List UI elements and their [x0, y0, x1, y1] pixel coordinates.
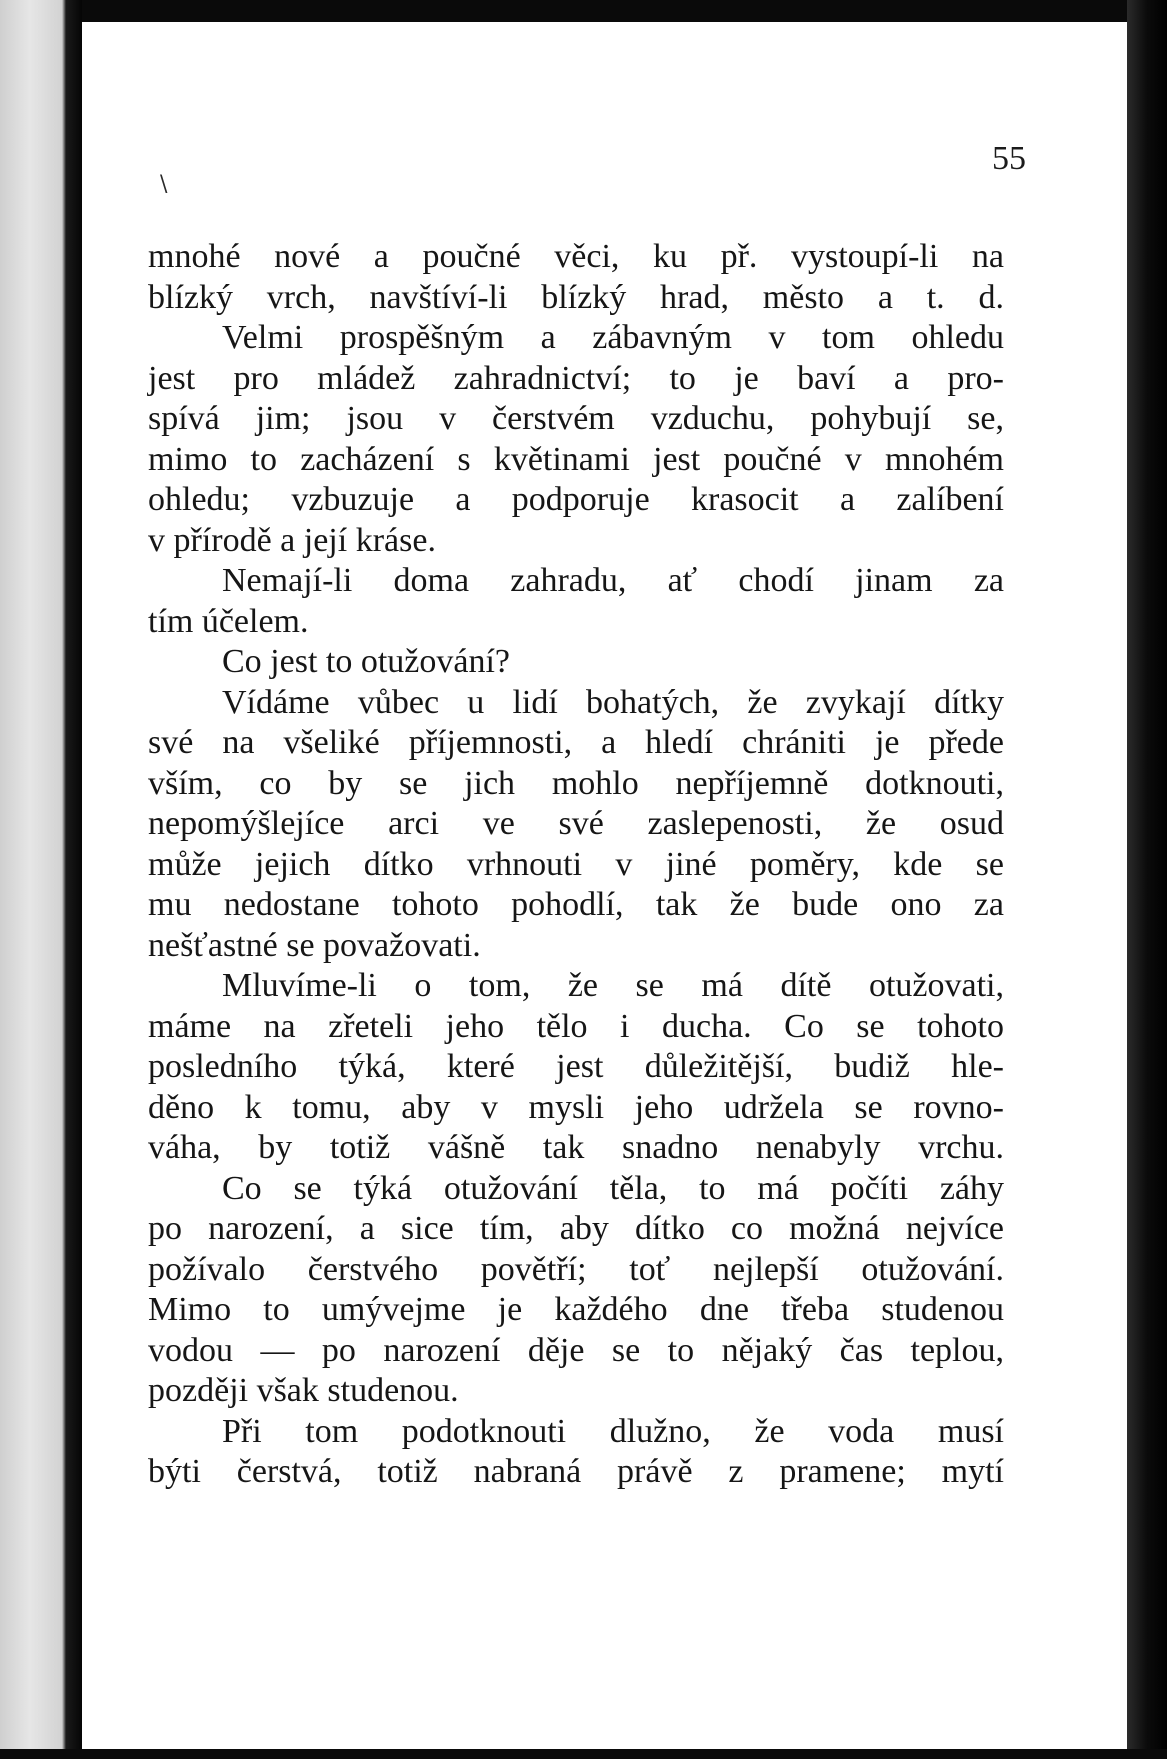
text-line: Co se týká otužování těla, to má počíti záhy [222, 1169, 1004, 1207]
text-line: Mimo to umývejme je každého dne třeba studenou [148, 1291, 1004, 1328]
text-line: posledního týká, které jest důležitější, budiž hle- [148, 1048, 1004, 1085]
text-line: později však studenou. [148, 1372, 459, 1409]
text-line: váha, by totiž vášně tak snadno nenabyly vrchu. [148, 1129, 1004, 1166]
text-line: nepomýšlejíce arci ve své zaslepenosti, že osud [148, 805, 1004, 842]
text-line: v přírodě a její kráse. [148, 521, 436, 559]
scan-border-left [0, 0, 82, 1759]
text-line: nešťastné se považovati. [148, 926, 481, 964]
text-line: mimo to zacházení s květinami jest poučné v mnohém [148, 440, 1004, 478]
text-line: Vídáme vůbec u lidí bohatých, že zvykají dítky [222, 683, 1004, 721]
text-line: vodou — po narození děje se to nějaký čas teplou, [148, 1331, 1004, 1369]
text-line: mnohé nové a poučné věci, ku př. vystoupí-li na [148, 238, 1004, 275]
text-line: máme na zřeteli jeho tělo i ducha. Co se tohoto [148, 1007, 1004, 1045]
text-line: může jejich dítko vrhnouti v jiné poměry, kde se [148, 845, 1004, 883]
body-text [148, 237, 1004, 1493]
book-page [82, 22, 1127, 1749]
scan-border-top [0, 0, 1167, 22]
text-line: spívá jim; jsou v čerstvém vzduchu, pohybují se, [148, 400, 1004, 437]
page-number: 55 [992, 140, 1026, 177]
scan-border-bottom [0, 1749, 1167, 1759]
text-line: děno k tomu, aby v mysli jeho udržela se rovno- [148, 1088, 1004, 1126]
text-line: tím účelem. [148, 602, 309, 640]
text-line: Velmi prospěšným a zábavným v tom ohledu [222, 319, 1004, 356]
text-line: mu nedostane tohoto pohodlí, tak že bude ono za [148, 886, 1004, 923]
text-line: býti čerstvá, totiž nabraná právě z pramene; mytí [148, 1453, 1004, 1490]
text-line: ohledu; vzbuzuje a podporuje krasocit a zalíbení [148, 481, 1004, 518]
text-line: své na všeliké příjemnosti, a hledí chrániti je přede [148, 724, 1004, 761]
text-line: vším, co by se jich mohlo nepříjemně dotknouti, [148, 764, 1004, 802]
text-line: po narození, a sice tím, aby dítko co možná nejvíce [148, 1210, 1004, 1247]
text-line: blízký vrch, navštíví-li blízký hrad, město a t. d. [148, 278, 1004, 316]
text-line: požívalo čerstvého povětří; toť nejlepší otužování. [148, 1250, 1004, 1288]
text-line: Nemají-li doma zahradu, ať chodí jinam za [222, 562, 1004, 599]
text-line: Co jest to otužování? [222, 643, 511, 680]
text-line: Mluvíme-li o tom, že se má dítě otužovati, [222, 967, 1004, 1004]
text-line: jest pro mládež zahradnictví; to je baví a pro- [148, 359, 1004, 397]
margin-mark: \ [160, 172, 168, 197]
scan-border-right [1127, 0, 1167, 1759]
text-line: Při tom podotknouti dlužno, že voda musí [222, 1412, 1004, 1450]
